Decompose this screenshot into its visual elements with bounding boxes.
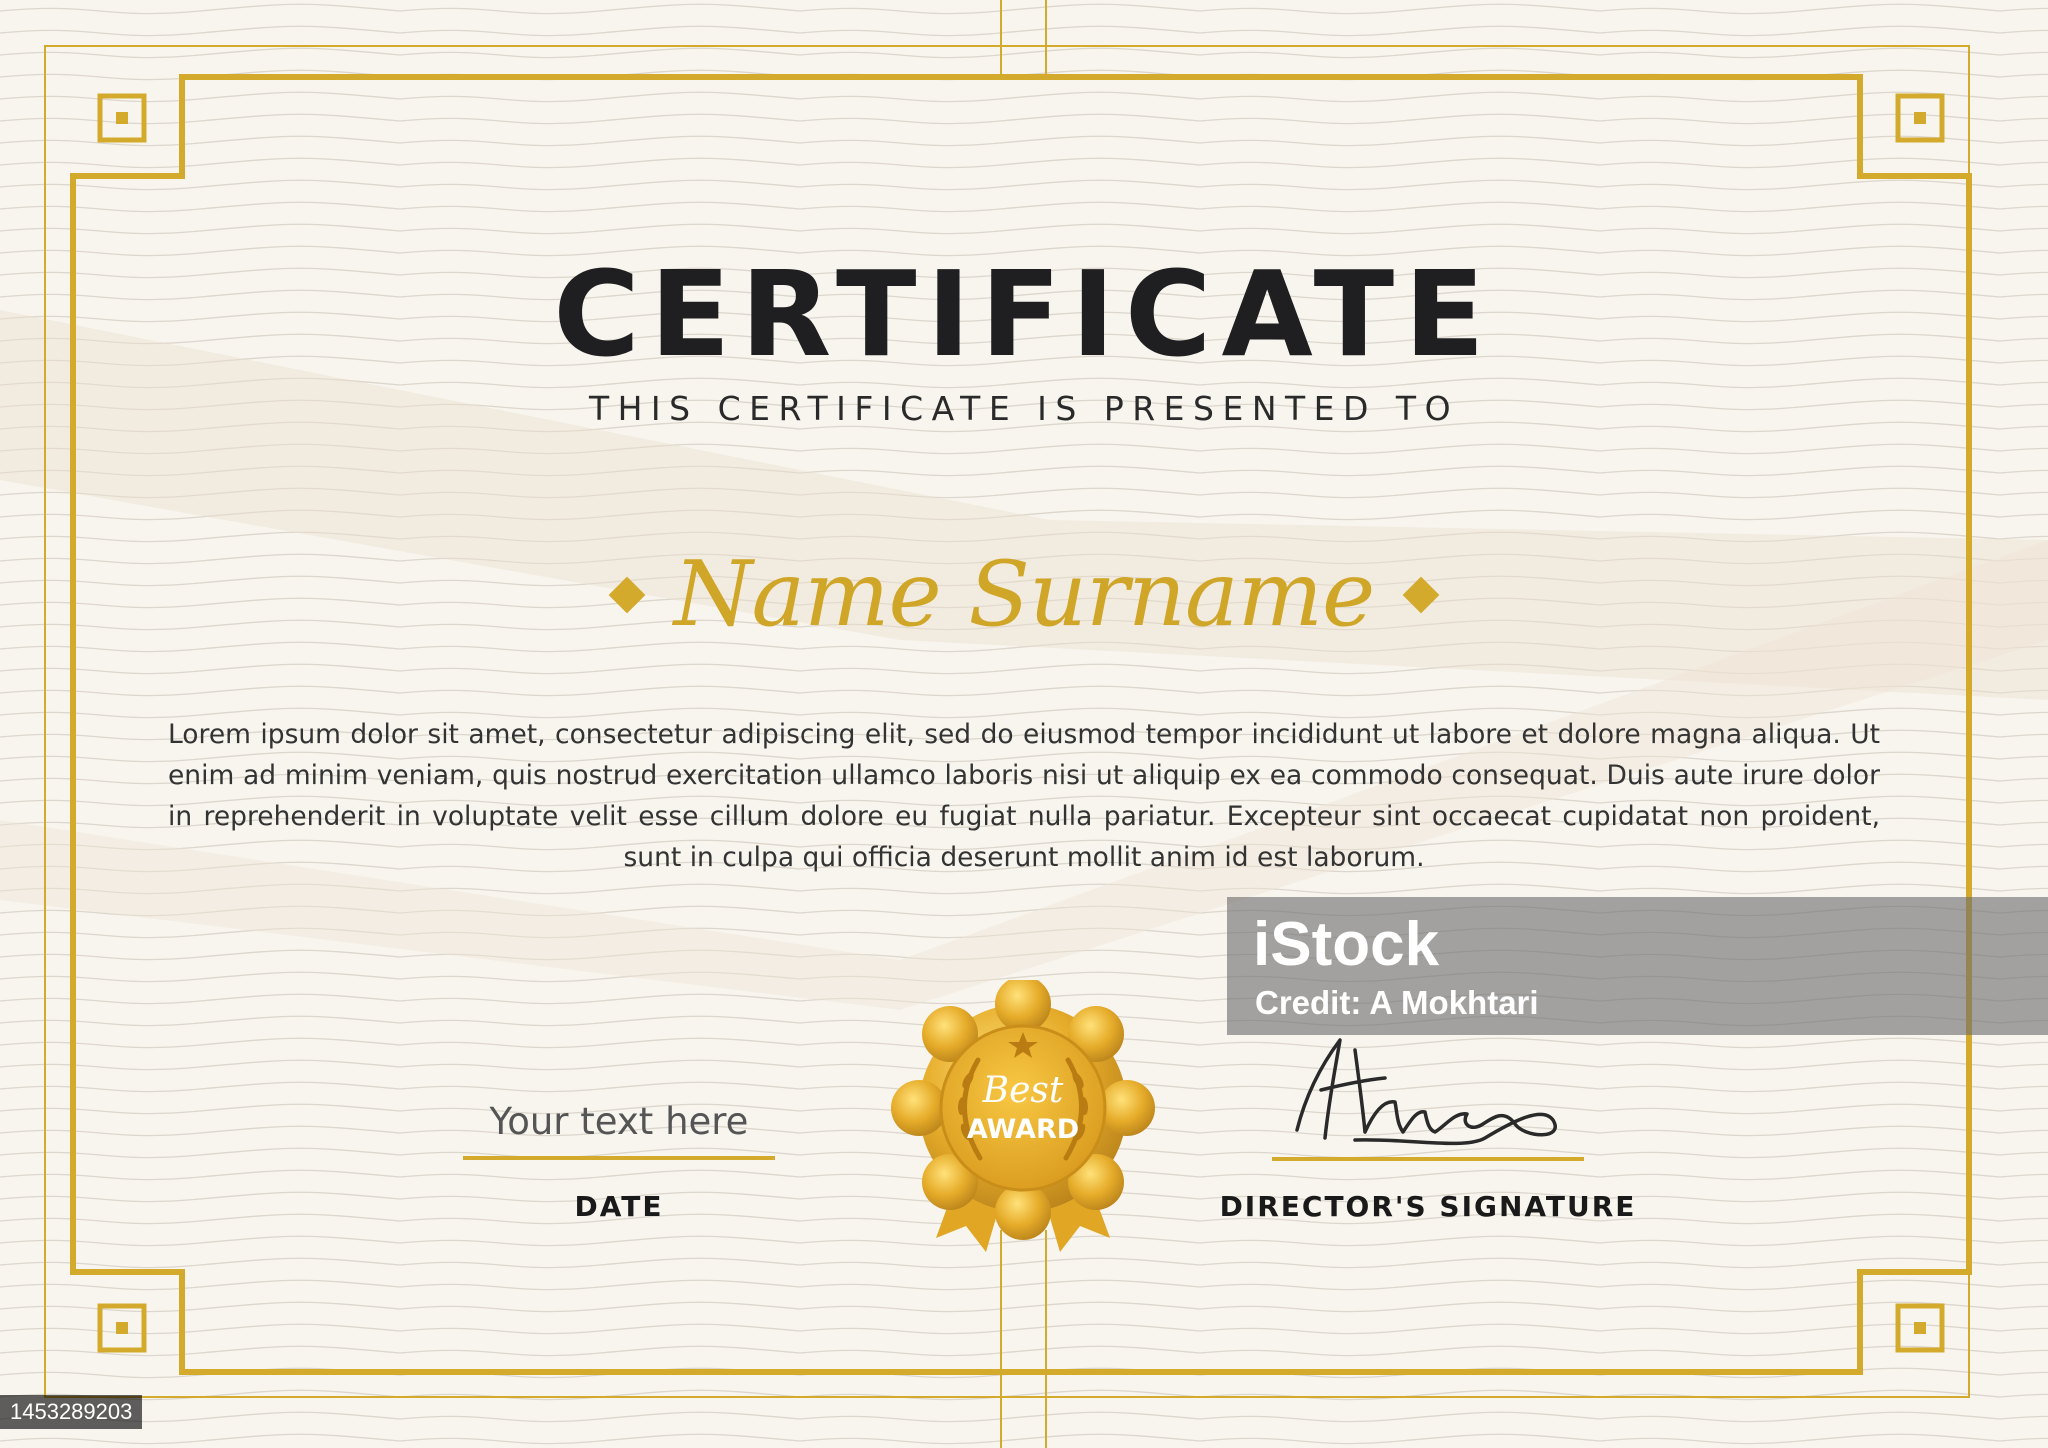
watermark-credit: Credit: A Mokhtari [1255, 984, 1539, 1021]
signature-line [1272, 1157, 1584, 1161]
seal-line1: Best [982, 1070, 1064, 1111]
recipient-row [0, 535, 2048, 655]
signature-label: DIRECTOR'S SIGNATURE [1219, 1190, 1637, 1223]
recipient-name: Name Surname [673, 542, 1375, 647]
date-label: DATE [574, 1190, 664, 1223]
seal-line2: AWARD [966, 1114, 1080, 1145]
certificate-subtitle: THIS CERTIFICATE IS PRESENTED TO [588, 389, 1460, 428]
date-line [463, 1156, 775, 1160]
watermark-logo: iStock [1253, 910, 1440, 979]
diamond-icon [608, 577, 645, 614]
director-signature-scribble [1285, 1020, 1575, 1150]
award-seal [888, 980, 1158, 1280]
date-value: Your text here [489, 1100, 749, 1143]
certificate-title: CERTIFICATE [553, 245, 1495, 383]
certificate-body: Lorem ipsum dolor sit amet, consectetur adipiscing elit, sed do eiusmod tempor incididunt ut labore et dolore magna aliqua. Ut enim ad minim veniam, quis nostrud exercitation ullamco laboris nisi ut aliquip ex ea commodo consequat. Duis aute irure dolor in reprehenderit in voluptate velit esse cillum dolore eu fugiat nulla pariatur. Excepteur sint occaecat cupidatat non proident, sunt in culpa qui officia deserunt mollit anim id est laborum. [168, 719, 1880, 873]
image-id-tag: 1453289203 [0, 1395, 142, 1429]
diamond-icon [1403, 577, 1440, 614]
